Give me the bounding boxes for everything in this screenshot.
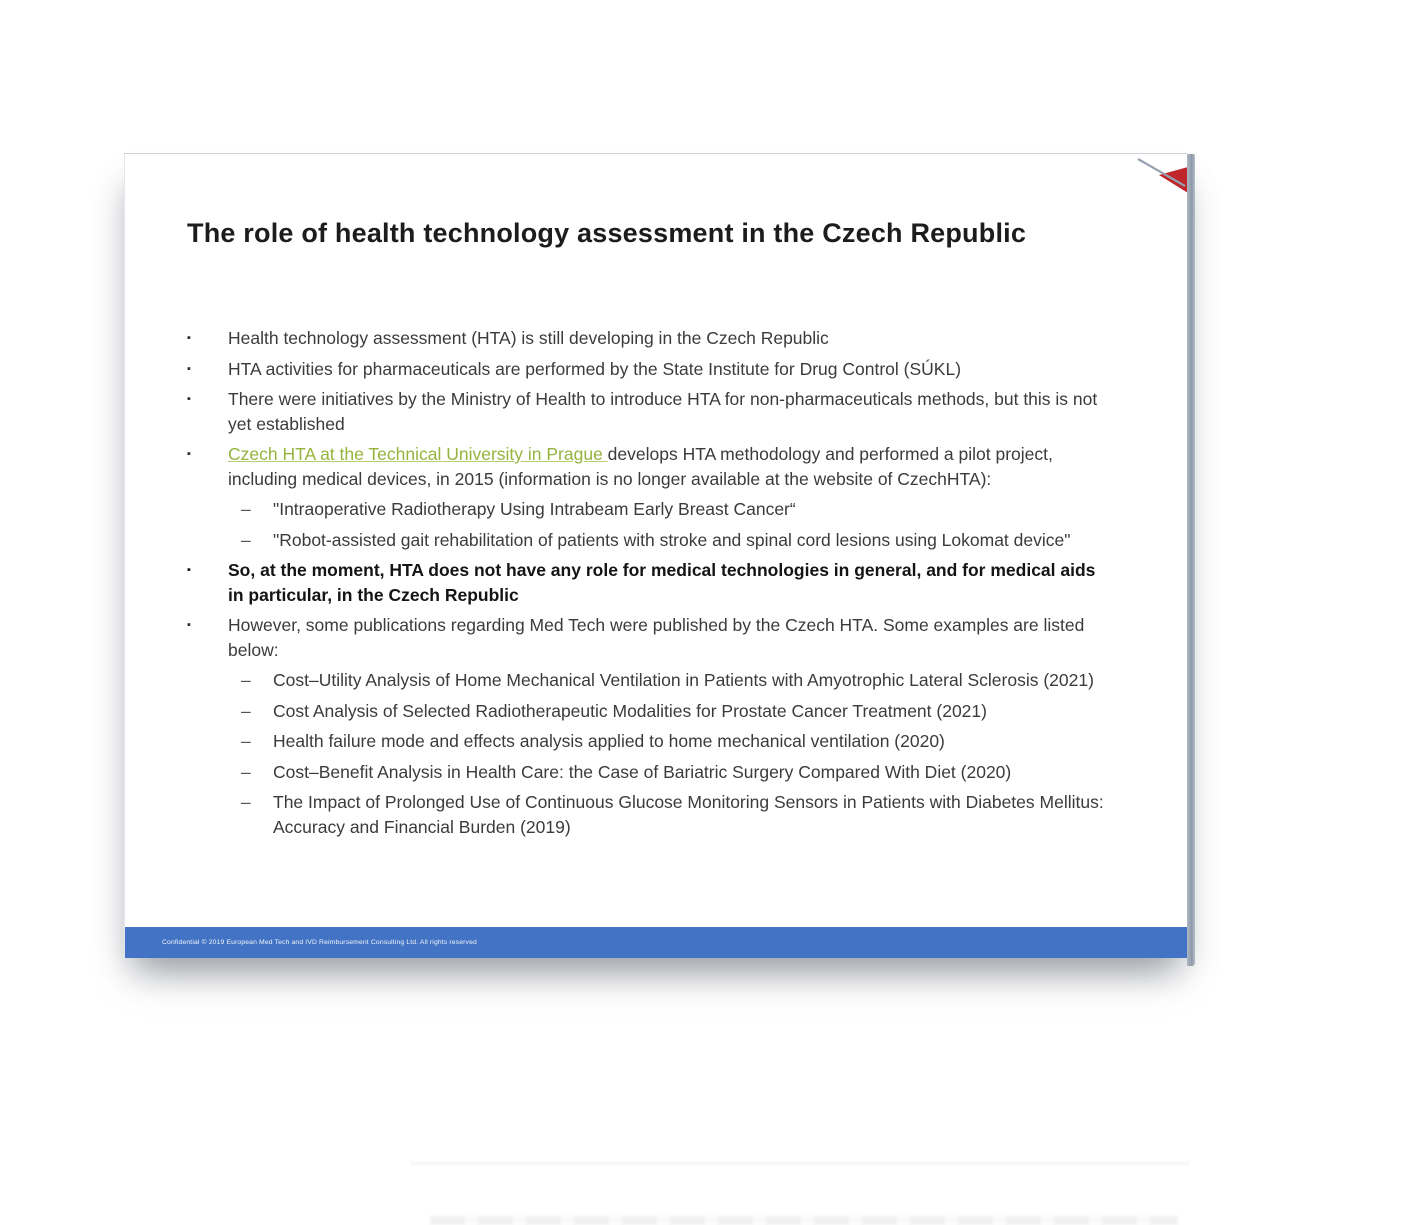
sub-bullet-text: Cost–Utility Analysis of Home Mechanical Ventilation in Patients with Amyotrophic Lateral Sclerosis (2021) (273, 670, 1094, 690)
slide (124, 153, 1187, 958)
bullet-item (187, 326, 1109, 351)
square-bullet-icon: ▪ (187, 332, 191, 344)
footer-bar (125, 927, 1187, 958)
bullet-text: There were initiatives by the Ministry of Health to introduce HTA for non-pharmaceuticals methods, but this is not yet established (228, 389, 1098, 434)
bullet-text-after-link: develops HTA methodology and performed a pilot project, including medical devices, in 2015 (information is no longer available at the website of CzechHTA): (228, 444, 1053, 489)
sub-bullet-text: "Intraoperative Radiotherapy Using Intrabeam Early Breast Cancer“ (273, 499, 796, 519)
bullet-item-with-link (187, 442, 1109, 491)
dash-bullet-icon: – (241, 731, 251, 751)
sub-bullet-text: Health failure mode and effects analysis applied to home mechanical ventilation (2020) (273, 731, 945, 751)
bullet-text: Health technology assessment (HTA) is still developing in the Czech Republic (228, 328, 829, 348)
bullet-text: So, at the moment, HTA does not have any role for medical technologies in general, and for medical aids in particular, in the Czech Republic (228, 560, 1096, 605)
sub-bullet-text: The Impact of Prolonged Use of Continuous Glucose Monitoring Sensors in Patients with Diabetes Mellitus: Accuracy and Financial Burden (2019) (273, 792, 1104, 837)
sub-bullet-text: Cost Analysis of Selected Radiotherapeutic Modalities for Prostate Cancer Treatment (2021) (273, 700, 987, 721)
square-bullet-icon: ▪ (187, 619, 191, 631)
bullet-item (187, 387, 1109, 436)
bullet-item (187, 613, 1109, 662)
slide-title: The role of health technology assessment in the Czech Republic (187, 218, 1027, 248)
dash-bullet-icon: – (241, 761, 251, 782)
sub-bullet-text: "Robot-assisted gait rehabilitation of patients with stroke and spinal cord lesions using Lokomat device" (273, 529, 1071, 550)
sub-bullet-item (187, 699, 1109, 724)
square-bullet-icon: ▪ (187, 393, 191, 405)
bullet-text: HTA activities for pharmaceuticals are performed by the State Institute for Drug Control (SÚKL) (228, 358, 962, 379)
ghost-next-page-line (410, 1162, 1190, 1165)
dash-bullet-icon: – (241, 700, 251, 721)
square-bullet-icon: ▪ (187, 362, 191, 375)
footer-copyright-text: Confidential © 2019 European Med Tech and IVD Reimbursement Consulting Ltd. All rights reserved (162, 938, 477, 947)
sub-bullet-item (187, 790, 1109, 839)
sub-bullet-item (187, 497, 1109, 522)
folded-corner-red-accent-icon (1132, 153, 1188, 199)
dash-bullet-icon: – (241, 792, 251, 812)
sub-bullet-item (187, 760, 1109, 785)
sub-bullet-item (187, 668, 1109, 693)
dash-bullet-icon: – (241, 670, 251, 690)
page-edge-decoration (1187, 154, 1195, 966)
square-bullet-icon: ▪ (187, 564, 191, 576)
ghost-next-page-text-row (430, 1216, 1178, 1225)
slide-body (187, 326, 1109, 845)
bullet-text (228, 442, 1109, 491)
dash-bullet-icon: – (241, 499, 251, 519)
sub-bullet-item (187, 729, 1109, 754)
square-bullet-icon: ▪ (187, 448, 191, 460)
bullet-item (187, 357, 1109, 382)
bullet-item-bold (187, 558, 1109, 607)
sub-bullet-text: Cost–Benefit Analysis in Health Care: the Case of Bariatric Surgery Compared With Diet (2020) (273, 761, 1012, 782)
bullet-text: However, some publications regarding Med Tech were published by the Czech HTA. Some examples are listed below: (228, 615, 1085, 660)
dash-bullet-icon: – (241, 529, 251, 550)
sub-bullet-item (187, 528, 1109, 553)
czech-hta-link[interactable]: Czech HTA at the Technical University in Prague (228, 444, 608, 464)
